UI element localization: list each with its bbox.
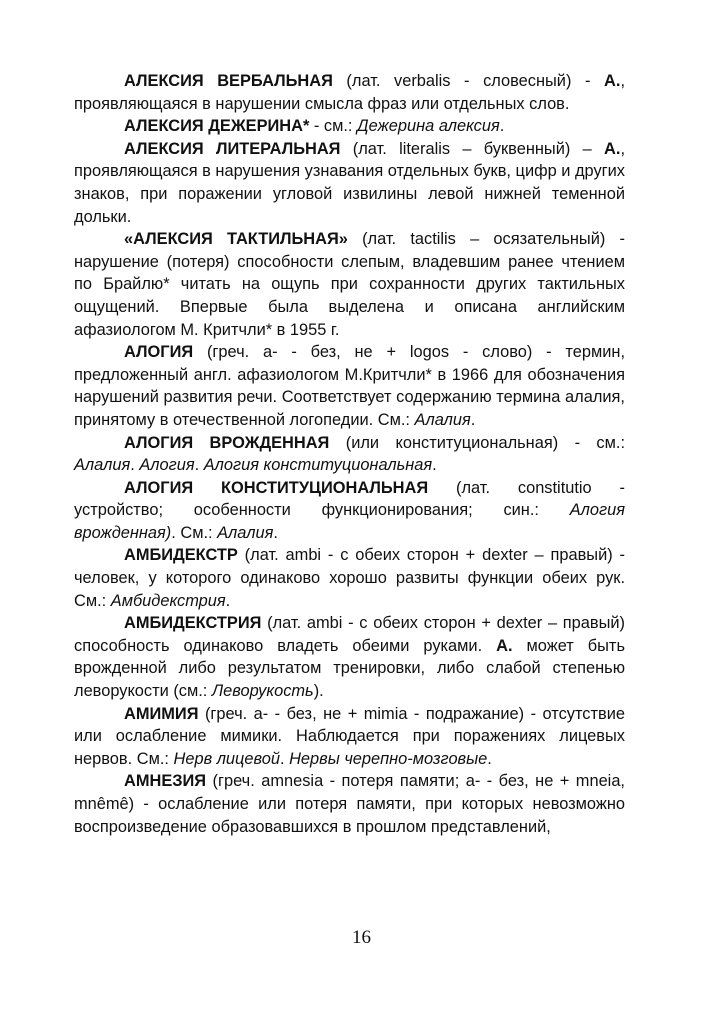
term-abbreviation: А. — [496, 636, 513, 655]
entry-term: АМБИДЕКСТРИЯ — [124, 614, 262, 633]
cross-reference: Амбидекстрия — [110, 591, 226, 610]
entry-term: АМБИДЕКСТР — [124, 546, 238, 565]
entry-aleksiya-verbalnaya: АЛЕКСИЯ ВЕРБАЛЬНАЯ (лат. verbalis - словесный) - А., проявляющаяся в нарушении смысла фраз или отдельных слов. — [74, 72, 625, 113]
entry-aleksiya-dezherina: АЛЕКСИЯ ДЕЖЕРИНА* - см.: Дежерина алексия. — [124, 117, 505, 136]
entry-term: АЛОГИЯ — [124, 343, 194, 362]
entry-ambidekstr: АМБИДЕКСТР (лат. ambi - с обеих сторон + dexter – правый) - человек, у которого одинаково хорошо развиты функции обеих рук. См.: Амбидекстрия. — [74, 546, 625, 610]
term-abbreviation: А. — [604, 139, 621, 158]
cross-reference: Алалия — [74, 456, 131, 475]
cross-reference: Нерв лицевой — [173, 749, 280, 768]
entry-aleksiya-literalnaya: АЛЕКСИЯ ЛИТЕРАЛЬНАЯ (лат. literalis – буквенный) – А., проявляющаяся в нарушения узнавания отдельных букв, цифр и других знаков, при поражении угловой извилины левой нижней теменной дольки. — [74, 139, 625, 226]
entry-term: АЛОГИЯ ВРОЖДЕННАЯ — [124, 433, 330, 452]
entry-amimiya: АМИМИЯ (греч. а- - без, не + mimia - подражание) - отсутствие или ослабление мимики. Наблюдается при поражениях лицевых нервов. См.: Нерв лицевой. Нервы черепно-мозговые. — [74, 704, 625, 768]
cross-reference: Алогия врожденная) — [74, 501, 625, 542]
entry-amneziya: АМНЕЗИЯ (греч. amnesia - потеря памяти; а- - без, не + mneia, mnêmê) - ослабление или потеря памяти, при которых невозможно воспроизведение образовавшихся в прошлом представлений, — [74, 772, 625, 836]
entry-term: АЛЕКСИЯ ВЕРБАЛЬНАЯ — [124, 72, 333, 90]
entry-term: АЛЕКСИЯ ДЕЖЕРИНА* — [124, 117, 310, 136]
cross-reference: Дежерина алексия — [357, 117, 500, 136]
cross-reference: Алогия — [139, 456, 195, 475]
cross-reference: Алалия — [217, 523, 274, 542]
entry-alogiya: АЛОГИЯ (греч. а- - без, не + logos - слово) - термин, предложенный англ. афазиологом М.Критчли* в 1966 для обозначения нарушений развития речи. Соответствует содержанию термина алалия, принятому в отечественной логопедии. См.: Алалия. — [74, 343, 625, 429]
term-abbreviation: А. — [604, 72, 621, 90]
dictionary-text-block — [74, 70, 625, 838]
entry-aleksiya-taktilnaya: «АЛЕКСИЯ ТАКТИЛЬНАЯ» (лат. tactilis – осязательный) - нарушение (потеря) способности слепым, владевшим ранее чтением по Брайлю* читать на ощупь при сохранности других тактильных ощущений. Впервые была выделена и описана английским афазиологом М. Критчли* в 1955 г. — [74, 230, 625, 339]
entry-term: АЛОГИЯ КОНСТИТУЦИОНАЛЬНАЯ — [124, 478, 429, 497]
entry-term: АЛЕКСИЯ ЛИТЕРАЛЬНАЯ — [124, 139, 341, 158]
cross-reference: Нервы черепно-мозговые — [289, 749, 488, 768]
entry-alogiya-vrozhdennaya: АЛОГИЯ ВРОЖДЕННАЯ (или конституциональная) - см.: Алалия. Алогия. Алогия конституциональная. — [74, 433, 625, 475]
entry-ambidekstriya: АМБИДЕКСТРИЯ (лат. ambi - с обеих сторон + dexter – правый) способность одинаково владеть обеими руками. А. может быть врожденной либо результатом тренировки, либо слабой степенью леворукости (см.: Леворукость). — [74, 614, 625, 701]
cross-reference: Алалия — [414, 410, 471, 429]
entry-term: «АЛЕКСИЯ ТАКТИЛЬНАЯ» — [124, 230, 348, 249]
page-number: 16 — [352, 927, 371, 948]
entry-term: АМНЕЗИЯ — [124, 772, 207, 791]
entry-term: АМИМИЯ — [124, 704, 199, 723]
cross-reference: Леворукость — [211, 682, 314, 701]
entry-alogiya-konstitucionalnaya: АЛОГИЯ КОНСТИТУЦИОНАЛЬНАЯ (лат. constitutio - устройство; особенности функционирования; син.: Алогия врожденная). См.: Алалия. — [74, 478, 625, 542]
cross-reference: Алогия конституциональная — [203, 456, 433, 475]
